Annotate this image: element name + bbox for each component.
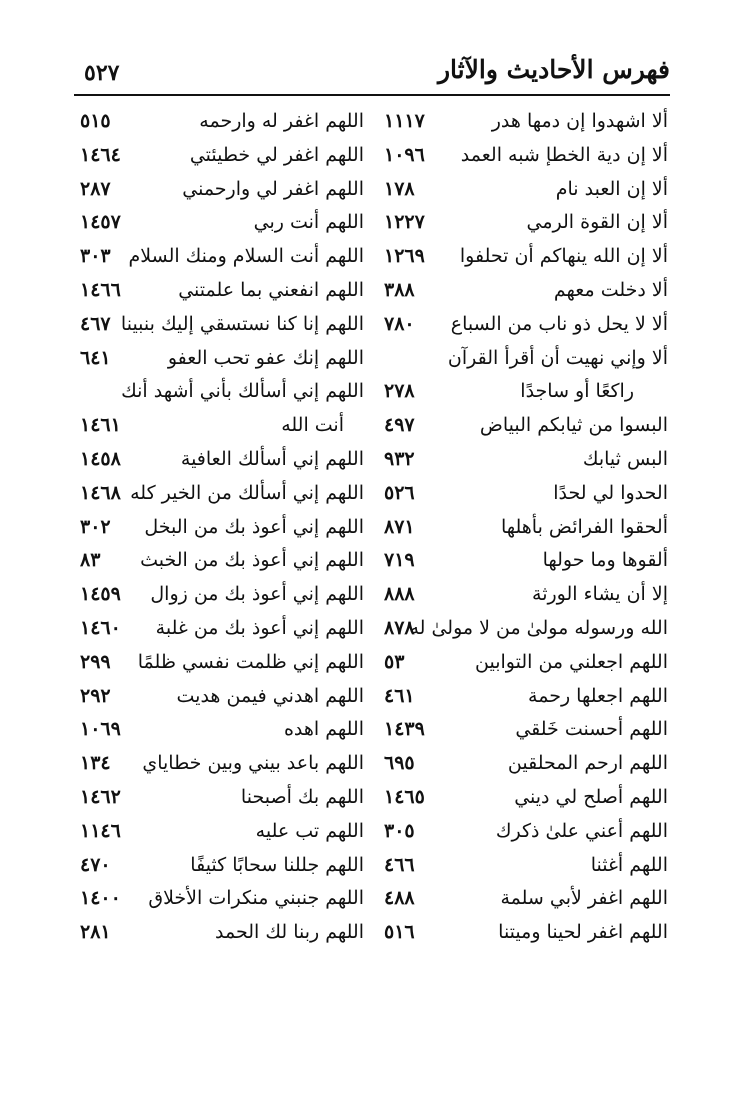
page-ref-left: ١٤٦٤ <box>80 143 121 166</box>
hadith-text-left: اللهم إني ظلمت نفسي ظلمًا <box>137 650 364 673</box>
hadith-text-left: اللهم جنبني منكرات الأخلاق <box>148 887 364 910</box>
index-row <box>0 713 754 747</box>
page-ref-left: ٢٨١ <box>80 921 111 944</box>
index-row <box>0 105 754 139</box>
page-ref-left: ٢٨٧ <box>80 177 111 200</box>
hadith-text-left: اللهم إني أعوذ بك من غلبة <box>155 616 364 639</box>
hadith-text-right: البس ثيابك <box>582 447 668 470</box>
page-ref-left: ١٤٦٠ <box>80 616 121 639</box>
hadith-text-right: اللهم اغفر لحينا وميتنا <box>498 921 668 944</box>
page-title: فهرس الأحاديث والآثار <box>437 55 670 84</box>
page-header <box>74 50 670 96</box>
page-ref-right: ٧٨٠ <box>384 312 415 335</box>
page-ref-left: ٢٩٢ <box>80 684 111 707</box>
index-row <box>0 308 754 342</box>
hadith-text-right: ألقوها وما حولها <box>542 549 668 572</box>
index-row <box>0 882 754 916</box>
page-ref-right: ١٢٦٩ <box>384 245 425 268</box>
page-ref-left: ١١٤٦ <box>80 819 121 842</box>
hadith-text-left: اللهم اهده <box>283 718 364 741</box>
index-row <box>0 781 754 815</box>
page-ref-right: ٣٠٥ <box>384 819 415 842</box>
page-ref-left: ١٤٦١ <box>80 414 121 437</box>
hadith-text-right: اللهم أغثنا <box>590 853 668 876</box>
hadith-text-left: اللهم إني أعوذ بك من البخل <box>144 515 364 538</box>
hadith-text-right: اللهم اجعلها رحمة <box>528 684 668 707</box>
index-row <box>0 342 754 376</box>
hadith-text-left: اللهم إنك عفو تحب العفو <box>167 346 364 369</box>
page-ref-left: ٤٧٠ <box>80 853 111 876</box>
hadith-text-right: اللهم أصلح لي ديني <box>514 785 668 808</box>
hadith-text-right: ألا إن العبد نام <box>555 177 668 200</box>
hadith-text-right: راكعًا أو ساجدًا <box>520 380 634 403</box>
hadith-text-right: اللهم أعني علىٰ ذكرك <box>495 819 668 842</box>
page-ref-right: ٤٩٧ <box>384 414 415 437</box>
page-ref-left: ٣٠٣ <box>80 245 111 268</box>
hadith-text-right: ألا اشهدوا إن دمها هدر <box>491 110 668 132</box>
hadith-text-left: اللهم إني أعوذ بك من الخبث <box>140 549 364 572</box>
page-ref-right: ٨٧١ <box>384 515 415 538</box>
page-ref-right: ٥١٦ <box>384 921 415 944</box>
index-row <box>0 612 754 646</box>
index-row <box>0 409 754 443</box>
hadith-text-left: اللهم تب عليه <box>255 819 364 842</box>
page-ref-right: ٧١٩ <box>384 549 415 572</box>
index-row <box>0 240 754 274</box>
hadith-text-right: اللهم ارحم المحلقين <box>507 752 668 775</box>
hadith-text-right: ألا لا يحل ذو ناب من السباع <box>450 312 668 335</box>
hadith-text-right: ألا إن دية الخطإ شبه العمد <box>460 143 668 166</box>
page-ref-right: ٦٩٥ <box>384 752 415 775</box>
page-ref-left: ٦٤١ <box>80 346 111 369</box>
hadith-text-left: أنت الله <box>281 414 344 437</box>
hadith-text-right: ألا إن القوة الرمي <box>526 211 668 234</box>
index-row <box>0 849 754 883</box>
hadith-text-right: ألحقوا الفرائض بأهلها <box>500 515 668 538</box>
page-ref-right: ١١١٧ <box>384 110 425 132</box>
page-ref-right: ١٠٩٦ <box>384 143 425 166</box>
hadith-text-left: اللهم أنت السلام ومنك السلام <box>128 245 364 268</box>
index-row <box>0 916 754 950</box>
page-ref-left: ١٤٥٨ <box>80 447 121 470</box>
hadith-text-right: البسوا من ثيابكم البياض <box>479 414 668 437</box>
hadith-text-left: اللهم إني أسألك العافية <box>180 447 364 470</box>
hadith-text-right: الله ورسوله مولىٰ من لا مولىٰ له <box>409 616 668 639</box>
hadith-text-left: اللهم اغفر لي خطيئتي <box>189 143 364 166</box>
hadith-text-right: ألا دخلت معهم <box>553 278 668 301</box>
page-ref-left: ٣٠٢ <box>80 515 111 538</box>
page-ref-left: ٢٩٩ <box>80 650 111 673</box>
page-ref-right: ٨٨٨ <box>384 583 415 606</box>
index-row <box>0 443 754 477</box>
hadith-text-left: اللهم إني أسألك من الخير كله <box>130 481 364 504</box>
page-ref-left: ٨٣ <box>80 549 101 572</box>
page-ref-right: ٨٧٨ <box>384 616 415 639</box>
hadith-text-left: اللهم اغفر له وارحمه <box>199 110 364 132</box>
hadith-text-left: اللهم إنا كنا نستسقي إليك بنبينا <box>120 312 364 335</box>
index-row <box>0 173 754 207</box>
hadith-text-right: الحدوا لي لحدًا <box>553 481 668 504</box>
index-row <box>0 206 754 240</box>
hadith-text-left: اللهم انفعني بما علمتني <box>178 278 364 301</box>
index-entries <box>0 105 754 950</box>
hadith-text-left: اللهم جللنا سحابًا كثيفًا <box>190 853 364 876</box>
page-ref-right: ٣٨٨ <box>384 278 415 301</box>
index-row <box>0 544 754 578</box>
hadith-text-left: اللهم إني أعوذ بك من زوال <box>150 583 364 606</box>
hadith-text-left: اللهم أنت ربي <box>253 211 364 234</box>
page-ref-right: ٩٣٢ <box>384 447 415 470</box>
hadith-text-right: اللهم اغفر لأبي سلمة <box>500 887 668 910</box>
index-row <box>0 646 754 680</box>
page-ref-right: ٤٦١ <box>384 684 415 707</box>
page-ref-left: ١٤٦٨ <box>80 481 121 504</box>
hadith-text-right: اللهم أحسنت خَلقي <box>515 718 668 741</box>
page-ref-right: ٥٢٦ <box>384 481 415 504</box>
hadith-text-left: اللهم اهدني فيمن هديت <box>176 684 364 707</box>
index-row <box>0 477 754 511</box>
index-row <box>0 511 754 545</box>
index-row <box>0 139 754 173</box>
page-ref-right: ٢٧٨ <box>384 380 415 403</box>
page-ref-right: ١٤٦٥ <box>384 785 425 808</box>
hadith-text-right: اللهم اجعلني من التوابين <box>475 650 668 673</box>
hadith-text-left: اللهم بك أصبحنا <box>240 785 364 808</box>
hadith-text-right: ألا إن الله ينهاكم أن تحلفوا <box>459 245 668 268</box>
page-number: ٥٢٧ <box>84 60 120 86</box>
page-ref-left: ١٣٤ <box>80 752 111 775</box>
index-row <box>0 274 754 308</box>
hadith-text-left: اللهم إني أسألك بأني أشهد أنك <box>121 380 364 403</box>
page-ref-left: ١٤٥٧ <box>80 211 121 234</box>
page-ref-right: ٥٣ <box>384 650 405 673</box>
page-ref-right: ٤٨٨ <box>384 887 415 910</box>
page-ref-right: ١٢٢٧ <box>384 211 425 234</box>
page-ref-left: ١٠٦٩ <box>80 718 121 741</box>
hadith-text-left: اللهم باعد بيني وبين خطاياي <box>142 752 364 775</box>
page-ref-left: ١٤٠٠ <box>80 887 121 910</box>
hadith-text-right: ألا وإني نهيت أن أقرأ القرآن <box>447 346 668 369</box>
page-ref-left: ٥١٥ <box>80 110 111 132</box>
page-ref-left: ٤٦٧ <box>80 312 111 335</box>
index-row <box>0 375 754 409</box>
index-row <box>0 815 754 849</box>
page-ref-left: ١٤٦٦ <box>80 278 121 301</box>
index-row <box>0 680 754 714</box>
page-ref-left: ١٤٦٢ <box>80 785 121 808</box>
hadith-text-left: اللهم اغفر لي وارحمني <box>182 177 364 200</box>
hadith-text-left: اللهم ربنا لك الحمد <box>215 921 364 944</box>
index-row <box>0 578 754 612</box>
index-row <box>0 747 754 781</box>
page-ref-right: ١٤٣٩ <box>384 718 425 741</box>
page-ref-right: ٤٦٦ <box>384 853 415 876</box>
page-ref-right: ١٧٨ <box>384 177 415 200</box>
hadith-text-right: إلا أن يشاء الورثة <box>532 583 668 606</box>
page-ref-left: ١٤٥٩ <box>80 583 121 606</box>
